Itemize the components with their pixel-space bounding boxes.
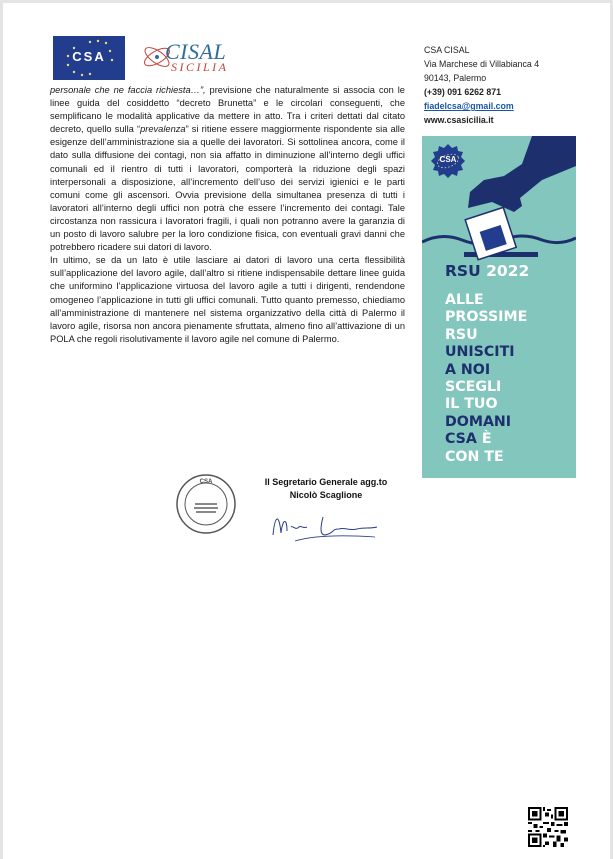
poster-slogan-line: UNISCITI bbox=[445, 344, 515, 361]
contact-email-link[interactable]: fiadelcsa@gmail.com bbox=[424, 101, 514, 111]
csa-logo bbox=[53, 36, 125, 80]
poster-title bbox=[445, 262, 529, 280]
letter-body bbox=[50, 84, 405, 346]
signatory-title: Il Segretario Generale agg.to bbox=[264, 477, 388, 487]
contact-phone: (+39) 091 6262 871 bbox=[424, 87, 502, 97]
poster-title-rsu: RSU bbox=[445, 262, 481, 280]
paragraph-1-text-a: previsione che naturalmente si associa con le linee guida del cosiddetto “decreto Brunetta” e le circolari conseguenti, che semplificano le modalità applicative da mettere in atto. Tra i criteri dettati dal citato decreto, quello sulla “ bbox=[50, 85, 405, 135]
poster-slogan-line: CON TE bbox=[445, 448, 504, 465]
poster-slogan-line: DOMANI bbox=[445, 413, 512, 430]
handwritten-signature bbox=[265, 505, 385, 547]
poster-badge-text: CSA bbox=[439, 155, 457, 164]
poster-csa-word: CSA bbox=[445, 431, 477, 448]
signatory-block bbox=[251, 476, 401, 502]
stamp-text: CSA bbox=[199, 479, 213, 485]
sicilia-text: SICILIA bbox=[171, 60, 229, 74]
prevalenza-term: prevalenza bbox=[140, 124, 186, 135]
poster-title-year: 2022 bbox=[486, 262, 530, 280]
paragraph-1 bbox=[50, 84, 405, 254]
contact-org: CSA CISAL bbox=[424, 45, 470, 55]
contact-website: www.csasicilia.it bbox=[424, 115, 494, 125]
poster-slogan-line: SCEGLI bbox=[445, 378, 502, 395]
poster-slogan-line: RSU bbox=[445, 326, 478, 343]
contact-block bbox=[424, 43, 539, 127]
contact-city: 90143, Palermo bbox=[424, 73, 487, 83]
quote-fragment: personale che ne faccia richiesta…”, bbox=[50, 85, 206, 95]
poster-slogan-line: PROSSIME bbox=[445, 309, 528, 326]
document-page bbox=[3, 3, 610, 859]
cisal-text: CISAL bbox=[165, 39, 227, 64]
csa-logo-text: CSA bbox=[72, 49, 106, 64]
paragraph-2: In ultimo, se da un lato è utile lasciare ai datori di lavoro una certa flessibilità sull’applicazione del lavoro agile, dall’altro si ritiene indispensabile dettare linee guida che uniformino l’applicazione virtuosa del lavoro agile a tutti i dirigenti, rendendone omogeneo l’applicazione in tutti gli uffici comunali. Tutto quanto premesso, chiediamo all’amministrazione di mantenere nel sistema organizzativo della città di Palermo il lavoro agile, risorsa non ancora pienamente sfruttata, almeno fino all’attivazione di un POLA che regoli risolutivamente il lavoro agile nel comune di Palermo. bbox=[50, 255, 405, 344]
poster-e-word: È bbox=[476, 431, 492, 448]
rsu-2022-poster bbox=[422, 136, 576, 478]
poster-slogan-line: ALLE bbox=[445, 292, 484, 308]
qr-code[interactable] bbox=[528, 807, 568, 847]
signatory-name: Nicolò Scaglione bbox=[289, 490, 363, 500]
poster-slogan-line: IL TUO bbox=[445, 396, 498, 413]
poster-slogan bbox=[445, 292, 527, 466]
contact-address: Via Marchese di Villabianca 4 bbox=[424, 59, 540, 69]
cisal-sicilia-logo bbox=[141, 39, 241, 79]
paragraph-1-text-b: ” si ritiene essere maggiormente rispondente sia alle esigenze dell’amministrazione sia a quelle dei lavoratori. Si sottolinea ancora, come il dato sulla diffusione dei contagi, non sia affatto in diminuzione all’interno degli uffici comunali ed il rientro di tutti i lavoratori, comporterà la riduzione degli spazi interpersonali a disposizione, all’incremento dell’uso dei servizi igienici e le parti comuni come gli ascensori. Ovvia previsione della simultanea presenza di tutti i lavoratori all’interno degli uffici non potrà che essere l’incremento dei contagi. Tale circostanza non rassicura i lavoratori fragili, i quali non potranno avere la garanzia di un posto di lavoro salubre per la loro condizione fisica, con eventuali gravi danni che potrebbero ricadere sui datori di lavoro. bbox=[50, 124, 405, 253]
poster-slogan-line bbox=[445, 431, 527, 448]
poster-slogan-line: A NOI bbox=[445, 361, 491, 378]
